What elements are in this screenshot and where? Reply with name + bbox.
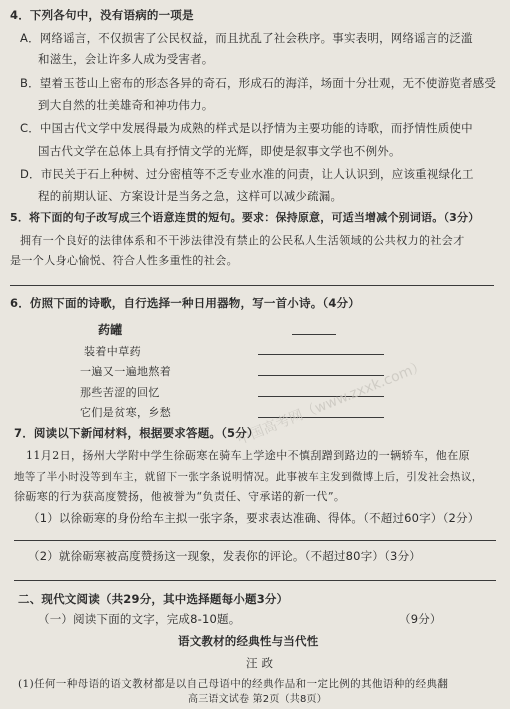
q7-news-line3: 徐砺寒的行为获高度赞扬，他被誉为“负责任、守承诺的新一代”。: [14, 490, 346, 503]
page-footer: 高三语文试卷 第2页（共8页）: [188, 694, 327, 705]
q4-option-b-line1: B．望着玉苍山上密布的形态各异的奇石，形成石的海洋，场面十分壮观，无不使游览者感受: [20, 76, 497, 90]
q7-sub2: （2）就徐砺寒被高度赞扬这一现象，发表你的评论。（不超过80字）（3分）: [28, 549, 421, 563]
q6-poem-title: 药罐: [98, 323, 123, 337]
q6-blank-1[interactable]: [258, 354, 384, 355]
q4-stem: 4．下列各句中，没有语病的一项是: [10, 8, 194, 22]
q4-option-a-line1: A．网络谣言，不仅损害了公民权益，而且扰乱了社会秩序。事实表明，网络谣言的泛滥: [20, 31, 473, 45]
watermark: 中国高考网（www.zxxk.com）: [234, 357, 428, 449]
article-title: 语文教材的经典性与当代性: [178, 634, 319, 648]
q5-stem: 5．将下面的句子改写成三个语意连贯的短句。要求：保持原意，可适当增减个别词语。（3分）: [10, 211, 480, 224]
q4-option-d-line2: 程的前期认证、方案设计是当务之急，这样可以减少疏漏。: [38, 189, 343, 203]
q5-body-line1: 拥有一个良好的法律体系和不干涉法律没有禁止的公民私人生活领域的公共权力的社会才: [20, 234, 465, 247]
q6-poem-line4: 它们是贫寒，乡愁: [80, 406, 172, 419]
q7-stem: 7．阅读以下新闻材料，根据要求答题。（5分）: [14, 426, 259, 440]
q7-news-line2: 地等了半小时没等到车主，就留下一张字条说明情况。此事被车主发到微博上后，引发社会热议，: [14, 471, 483, 483]
section2-part1: （一）阅读下面的文字，完成8-10题。: [38, 612, 241, 626]
q6-poem-line3: 那些苦涩的回忆: [80, 386, 160, 399]
q7-sub1: （1）以徐砺寒的身份给车主拟一张字条，要求表达准确、得体。（不超过60字）（2分）: [28, 511, 480, 525]
q7-sub2-answer-line[interactable]: [14, 580, 496, 581]
article-para1: (1)任何一种母语的语文教材都是以自己母语中的经典作品和一定比例的其他语种的经典翻: [18, 678, 449, 690]
q5-body-line2: 是一个人身心愉悦、符合人性多重性的社会。: [10, 254, 238, 267]
q5-answer-line[interactable]: [10, 285, 494, 286]
q6-blank-2[interactable]: [258, 375, 384, 376]
section2-part1-score: （9分）: [399, 612, 442, 626]
q6-poem-line2: 一遍又一遍地熬着: [80, 365, 172, 378]
article-author: 汪 政: [246, 656, 274, 670]
q7-news-line1: 11月2日，扬州大学附中学生徐砺寒在骑车上学途中不慎刮蹭到路边的一辆轿车，他在原: [26, 449, 470, 462]
q6-title-blank[interactable]: [292, 334, 336, 335]
q4-option-d-line1: D．市民关于石上种树、过分密植等不乏专业水准的问责，让人认识到，应该重视绿化工: [20, 167, 474, 181]
q4-option-a-line2: 和滋生，会让许多人成为受害者。: [38, 52, 214, 66]
section2-heading: 二、现代文阅读（共29分，其中选择题每小题3分）: [18, 592, 289, 606]
q4-option-c-line2: 国古代文学在总体上具有抒情文学的光辉，即使是叙事文学也不例外。: [38, 144, 401, 158]
q4-option-c-line1: C．中国古代文学中发展得最为成熟的样式是以抒情为主要功能的诗歌，而抒情性质使中: [20, 121, 473, 135]
q6-poem-line1: 装着中草药: [84, 345, 141, 358]
q4-option-b-line2: 到大自然的壮美雄奇和神功伟力。: [38, 98, 214, 112]
q6-stem: 6．仿照下面的诗歌，自行选择一种日用器物，写一首小诗。（4分）: [10, 296, 360, 310]
q7-sub1-answer-line[interactable]: [14, 540, 496, 541]
